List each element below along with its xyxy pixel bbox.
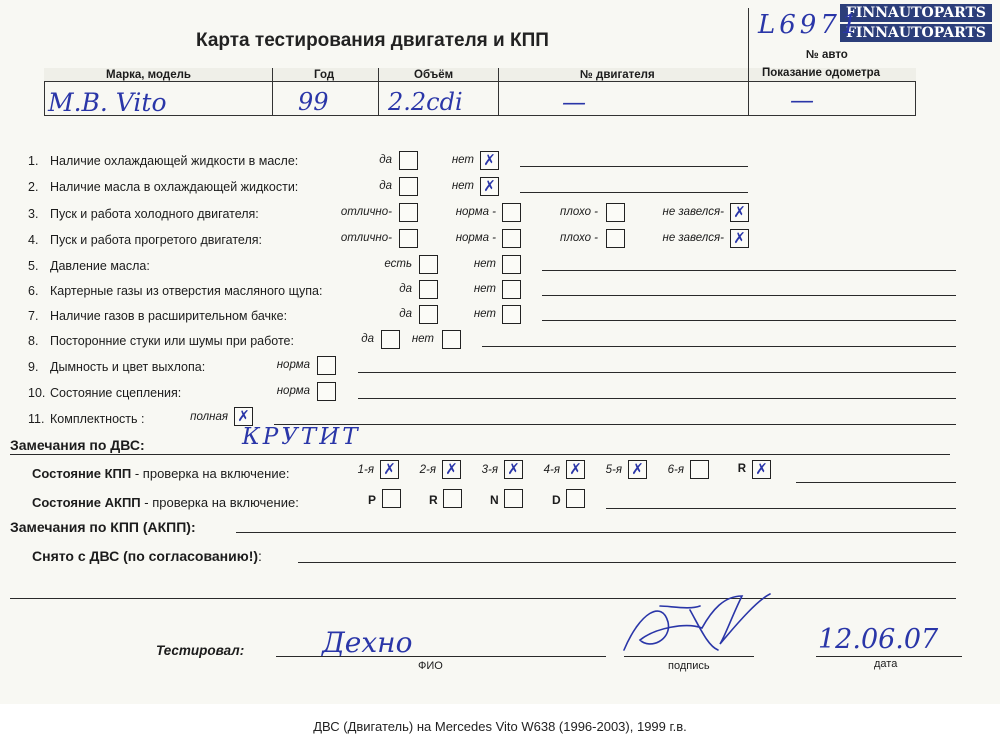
auto-gearbox-label: Состояние АКПП - проверка на включение: [32,495,299,510]
item-1-box-no[interactable]: ✗ [480,151,499,170]
item-6-label: Картерные газы из отверстия масляного щупа: [50,284,323,298]
value-make-model: M.B. Vito [48,88,167,117]
removed-label: Снято с ДВС (по согласованию!): [32,548,262,564]
item-3-opt-bad: плохо - [560,206,598,218]
col-engine-number: № двигателя [580,69,655,81]
gear-4-box[interactable]: ✗ [566,460,585,479]
item-6-opt-yes: да [399,283,412,295]
gear-r-box[interactable]: ✗ [752,460,771,479]
item-9-label: Дымность и цвет выхлопа: [50,360,206,374]
gear-4-label: 4-я [543,464,560,476]
item-2-box-no[interactable]: ✗ [480,177,499,196]
item-2-number: 2. [28,180,39,194]
item-6-opt-no: нет [473,283,496,295]
item-3-label: Пуск и работа холодного двигателя: [50,207,259,221]
item-4-box-no-start[interactable]: ✗ [730,229,749,248]
car-number-handwritten: L6971 [758,10,862,40]
item-11-number: 11. [28,412,45,426]
item-3-number: 3. [28,207,39,221]
item-3-opt-normal: норма - [455,206,496,218]
item-4-label: Пуск и работа прогретого двигателя: [50,233,262,247]
item-10-opt-normal: норма [276,385,310,397]
col-volume: Объём [414,69,454,81]
item-5-label: Давление масла: [50,259,150,273]
item-3-opt-no-start: не завелся- [662,206,724,218]
col-odometer: Показание одометра [762,67,880,79]
remarks-engine-label: Замечания по ДВС: [10,437,145,453]
item-4-number: 4. [28,233,39,247]
item-2-opt-no: нет [451,180,474,192]
item-4-opt-normal: норма - [455,232,496,244]
page-caption: ДВС (Двигатель) на Mercedes Vito W638 (1996-2003), 1999 г.в. [313,719,687,734]
auto-pos-p-label: P [368,493,377,507]
item-7-number: 7. [28,309,39,323]
item-1-opt-yes: да [379,154,392,166]
item-9-opt-normal: норма [276,359,310,371]
value-engine-number: — [562,88,586,116]
item-11-opt-full: полная [190,411,228,423]
item-1-label: Наличие охлаждающей жидкости в масле: [50,154,299,168]
tester-name: Дехно [322,626,413,659]
auto-pos-n-label: N [490,493,499,507]
item-11-box-full[interactable]: ✗ [234,407,253,426]
item-2-opt-yes: да [379,180,392,192]
item-3-box-no-start[interactable]: ✗ [730,203,749,222]
gear-3-label: 3-я [481,464,498,476]
item-4-opt-no-start: не завелся- [662,232,724,244]
item-7-opt-no: нет [473,308,496,320]
gear-3-box[interactable]: ✗ [504,460,523,479]
value-odometer: — [790,86,814,114]
item-5-number: 5. [28,259,39,273]
item-3-opt-excellent: отлично- [340,206,392,218]
remarks-gearbox-label: Замечания по КПП (АКПП): [10,519,196,535]
item-11-label: Комплектность : [50,412,145,426]
gear-2-label: 2-я [419,464,436,476]
item-8-opt-yes: да [361,333,374,345]
item-10-label: Состояние сцепления: [50,386,182,400]
tested-label: Тестировал: [156,643,245,658]
gear-5-box[interactable]: ✗ [628,460,647,479]
gearbox-label: Состояние КПП - проверка на включение: [32,466,290,481]
gear-1-box[interactable]: ✗ [380,460,399,479]
item-9-number: 9. [28,360,39,374]
car-number-label: № авто [806,49,848,61]
col-make-model: Марка, модель [106,69,191,81]
item-5-opt-yes: есть [384,258,412,270]
item-6-number: 6. [28,284,39,298]
auto-pos-d-label: D [552,493,561,507]
item-8-number: 8. [28,334,39,348]
item-4-opt-excellent: отлично- [340,232,392,244]
date-caption: дата [874,658,898,670]
item-5-opt-no: нет [473,258,496,270]
item-10-number: 10. [28,386,46,400]
gear-6-label: 6-я [667,464,684,476]
watermark-2: FINNAUTOPARTS [840,24,992,42]
item-8-opt-no: нет [411,333,434,345]
item-4-opt-bad: плохо - [560,232,598,244]
tester-name-caption: ФИО [418,660,443,672]
auto-pos-r-label: R [429,493,438,507]
item-1-opt-no: нет [451,154,474,166]
remarks-engine-value: КРУТИТ [242,424,361,450]
test-date: 12.06.07 [818,624,939,655]
item-7-opt-yes: да [399,308,412,320]
watermark-1: FINNAUTOPARTS [840,4,992,22]
gear-2-box[interactable]: ✗ [442,460,461,479]
col-year: Год [314,69,335,81]
gear-1-label: 1-я [357,464,374,476]
value-volume: 2.2cdi [388,88,463,116]
item-7-label: Наличие газов в расширительном бачке: [50,309,288,323]
gear-5-label: 5-я [605,464,622,476]
form-title: Карта тестирования двигателя и КПП [196,30,549,51]
item-1-number: 1. [28,154,39,168]
value-year: 99 [298,88,329,116]
item-8-label: Посторонние стуки или шумы при работе: [50,334,294,348]
item-2-label: Наличие масла в охлаждающей жидкости: [50,180,299,194]
gear-r-label: R [737,463,746,475]
signature-caption: подпись [668,660,710,672]
